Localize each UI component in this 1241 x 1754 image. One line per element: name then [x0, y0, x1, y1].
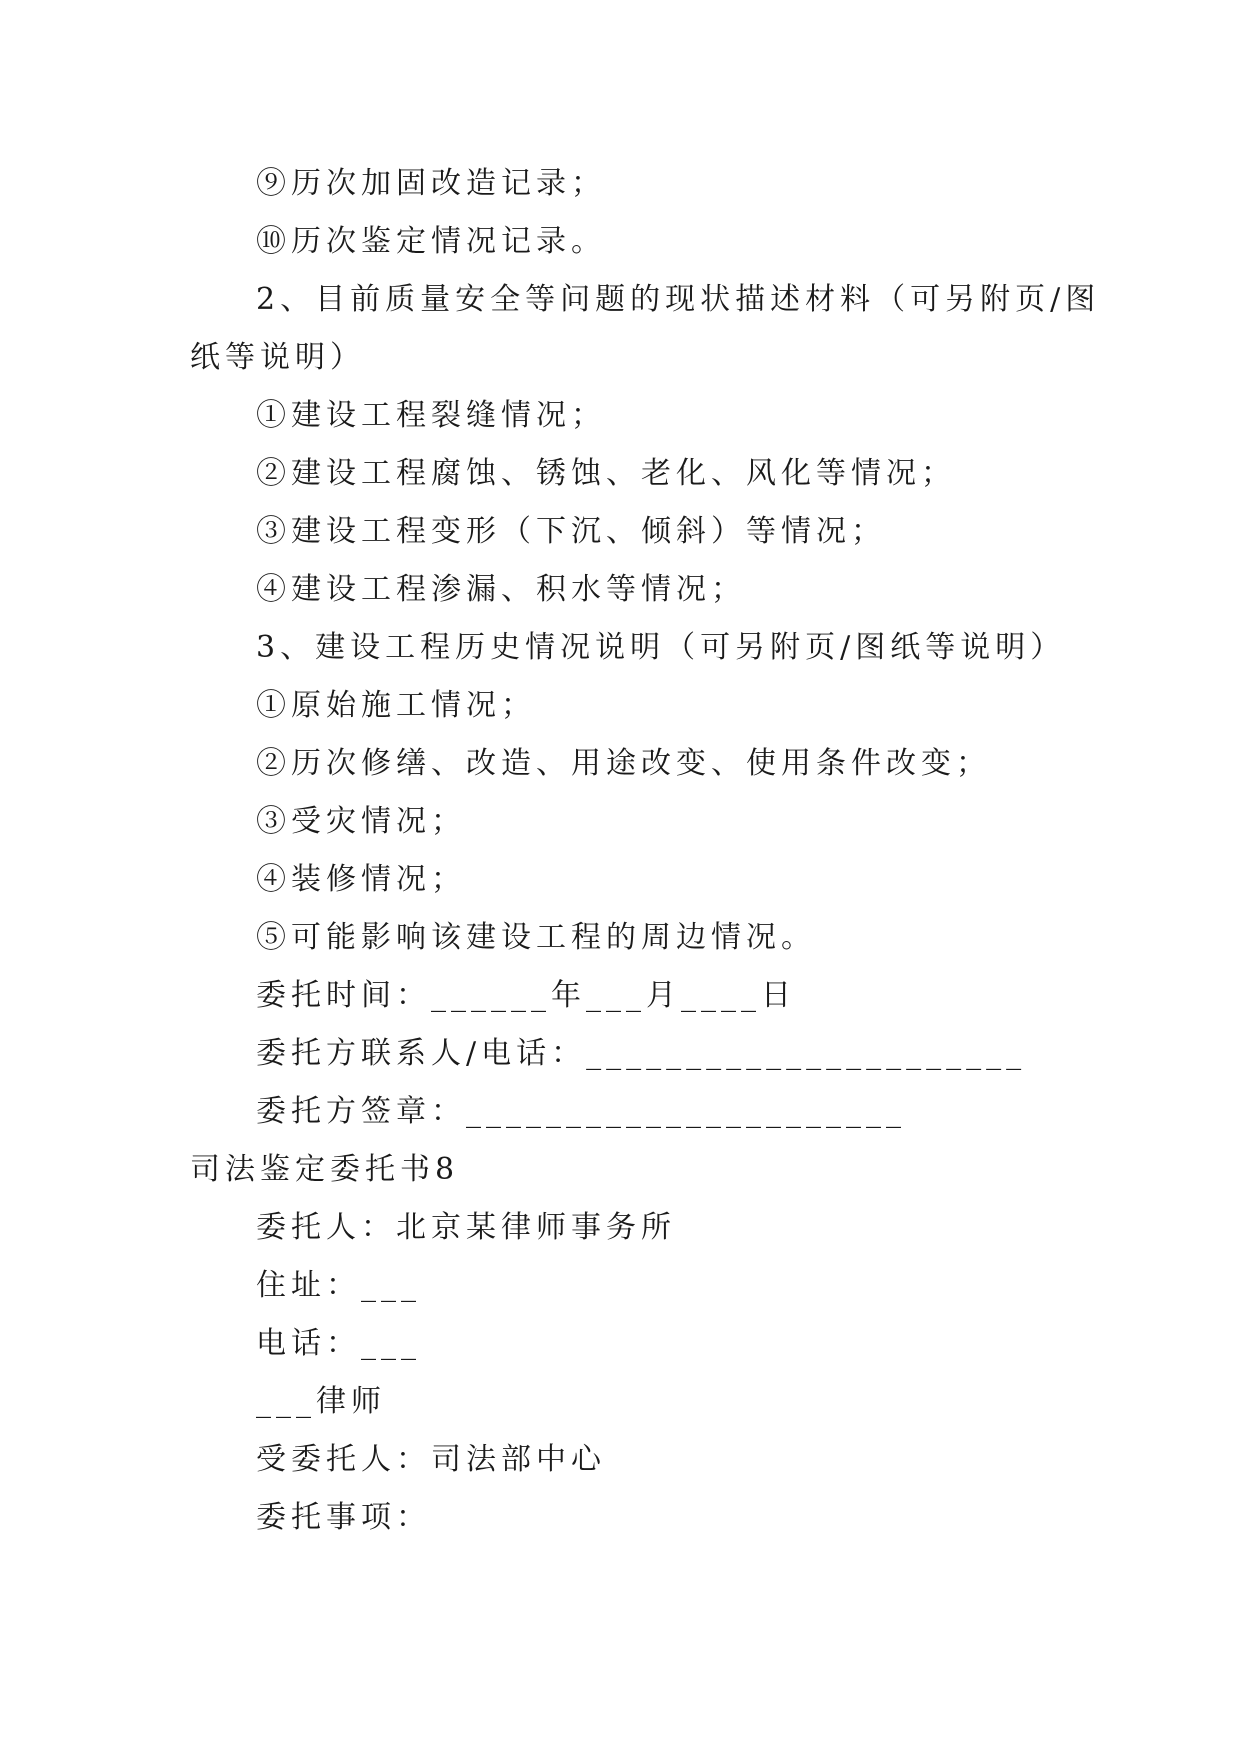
text-line: ④装修情况；	[256, 862, 466, 897]
text-line: 委托方签章：______________________	[256, 1094, 906, 1129]
text-line: 电话：___	[256, 1326, 421, 1361]
section-heading: 司法鉴定委托书8	[190, 1152, 460, 1187]
text-line: 3、建设工程历史情况说明（可另附页/图纸等说明）	[256, 630, 1066, 665]
text-line: ④建设工程渗漏、积水等情况；	[256, 572, 746, 607]
text-line: 委托方联系人/电话：______________________	[256, 1036, 1027, 1071]
text-line: ①原始施工情况；	[256, 688, 536, 723]
text-line: 委托时间：______年___月____日	[256, 978, 796, 1013]
text-line: ②历次修缮、改造、用途改变、使用条件改变；	[256, 746, 991, 781]
text-line: ②建设工程腐蚀、锈蚀、老化、风化等情况；	[256, 456, 956, 491]
text-line: ___律师	[256, 1384, 386, 1419]
text-line: 委托人：北京某律师事务所	[256, 1210, 676, 1245]
text-line: 住址：___	[256, 1268, 421, 1303]
text-line: 纸等说明）	[190, 340, 365, 375]
text-line: ③受灾情况；	[256, 804, 466, 839]
text-line: ①建设工程裂缝情况；	[256, 398, 606, 433]
text-line: ③建设工程变形（下沉、倾斜）等情况；	[256, 514, 886, 549]
text-line: 受委托人：司法部中心	[256, 1442, 606, 1477]
text-line: 2、目前质量安全等问题的现状描述材料（可另附页/图	[256, 282, 1101, 317]
text-line: ⑩历次鉴定情况记录。	[256, 224, 606, 259]
text-line: ⑤可能影响该建设工程的周边情况。	[256, 920, 816, 955]
text-line: 委托事项：	[256, 1500, 431, 1535]
text-line: ⑨历次加固改造记录；	[256, 166, 606, 201]
